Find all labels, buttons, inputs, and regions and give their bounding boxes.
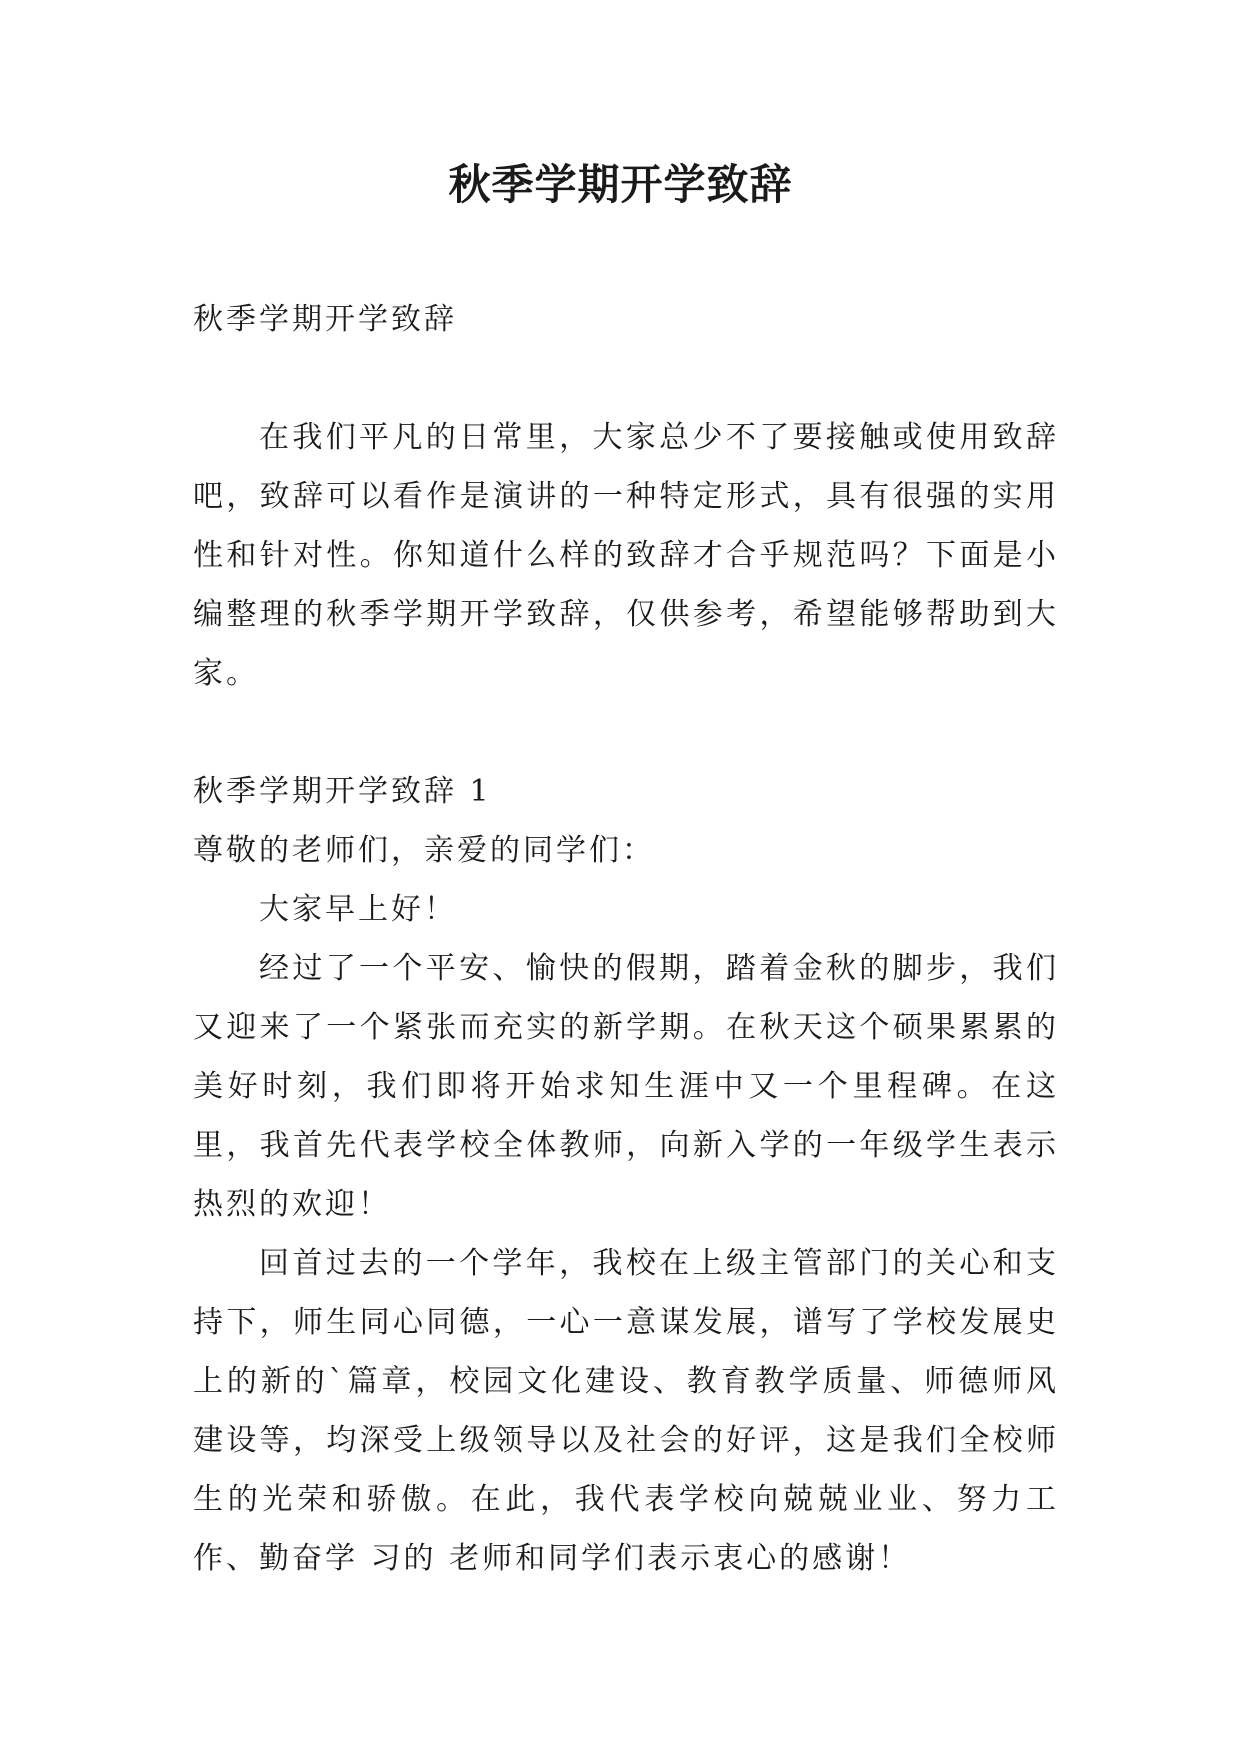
document-subtitle: 秋季学期开学致辞 <box>193 302 457 337</box>
body-paragraph-1: 经过了一个平安、愉快的假期，踏着金秋的脚步，我们又迎来了一个紧张而充实的新学期。在秋天这个硕果累累的美好时刻，我们即将开始求知生涯中又一个里程碑。在这里，我首先代表学校全体教师，向新入学的一年级学生表示热烈的欢迎！ <box>193 951 1059 1222</box>
body-paragraph-2: 回首过去的一个学年，我校在上级主管部门的关心和支持下，师生同心同德，一心一意谋发展，谱写了学校发展史上的新的`篇章，校园文化建设、教育教学质量、师德师风建设等，均深受上级领导以及社会的好评，这是我们全校师生的光荣和骄傲。在此，我代表学校向兢兢业业、努力工作、勤奋学 习的 老师和同学们表示衷心的感谢！ <box>193 1246 1059 1576</box>
section-heading: 秋季学期开学致辞 1 <box>193 774 492 809</box>
document-body <box>193 290 1059 1588</box>
intro-paragraph: 在我们平凡的日常里，大家总少不了要接触或使用致辞吧，致辞可以看作是演讲的一种特定形式，具有很强的实用性和针对性。你知道什么样的致辞才合乎规范吗？下面是小编整理的秋季学期开学致辞，仅供参考，希望能够帮助到大家。 <box>193 420 1059 691</box>
salutation: 尊敬的老师们，亲爱的同学们： <box>193 833 655 868</box>
greeting: 大家早上好！ <box>259 892 457 927</box>
document-title: 秋季学期开学致辞 <box>448 160 793 209</box>
